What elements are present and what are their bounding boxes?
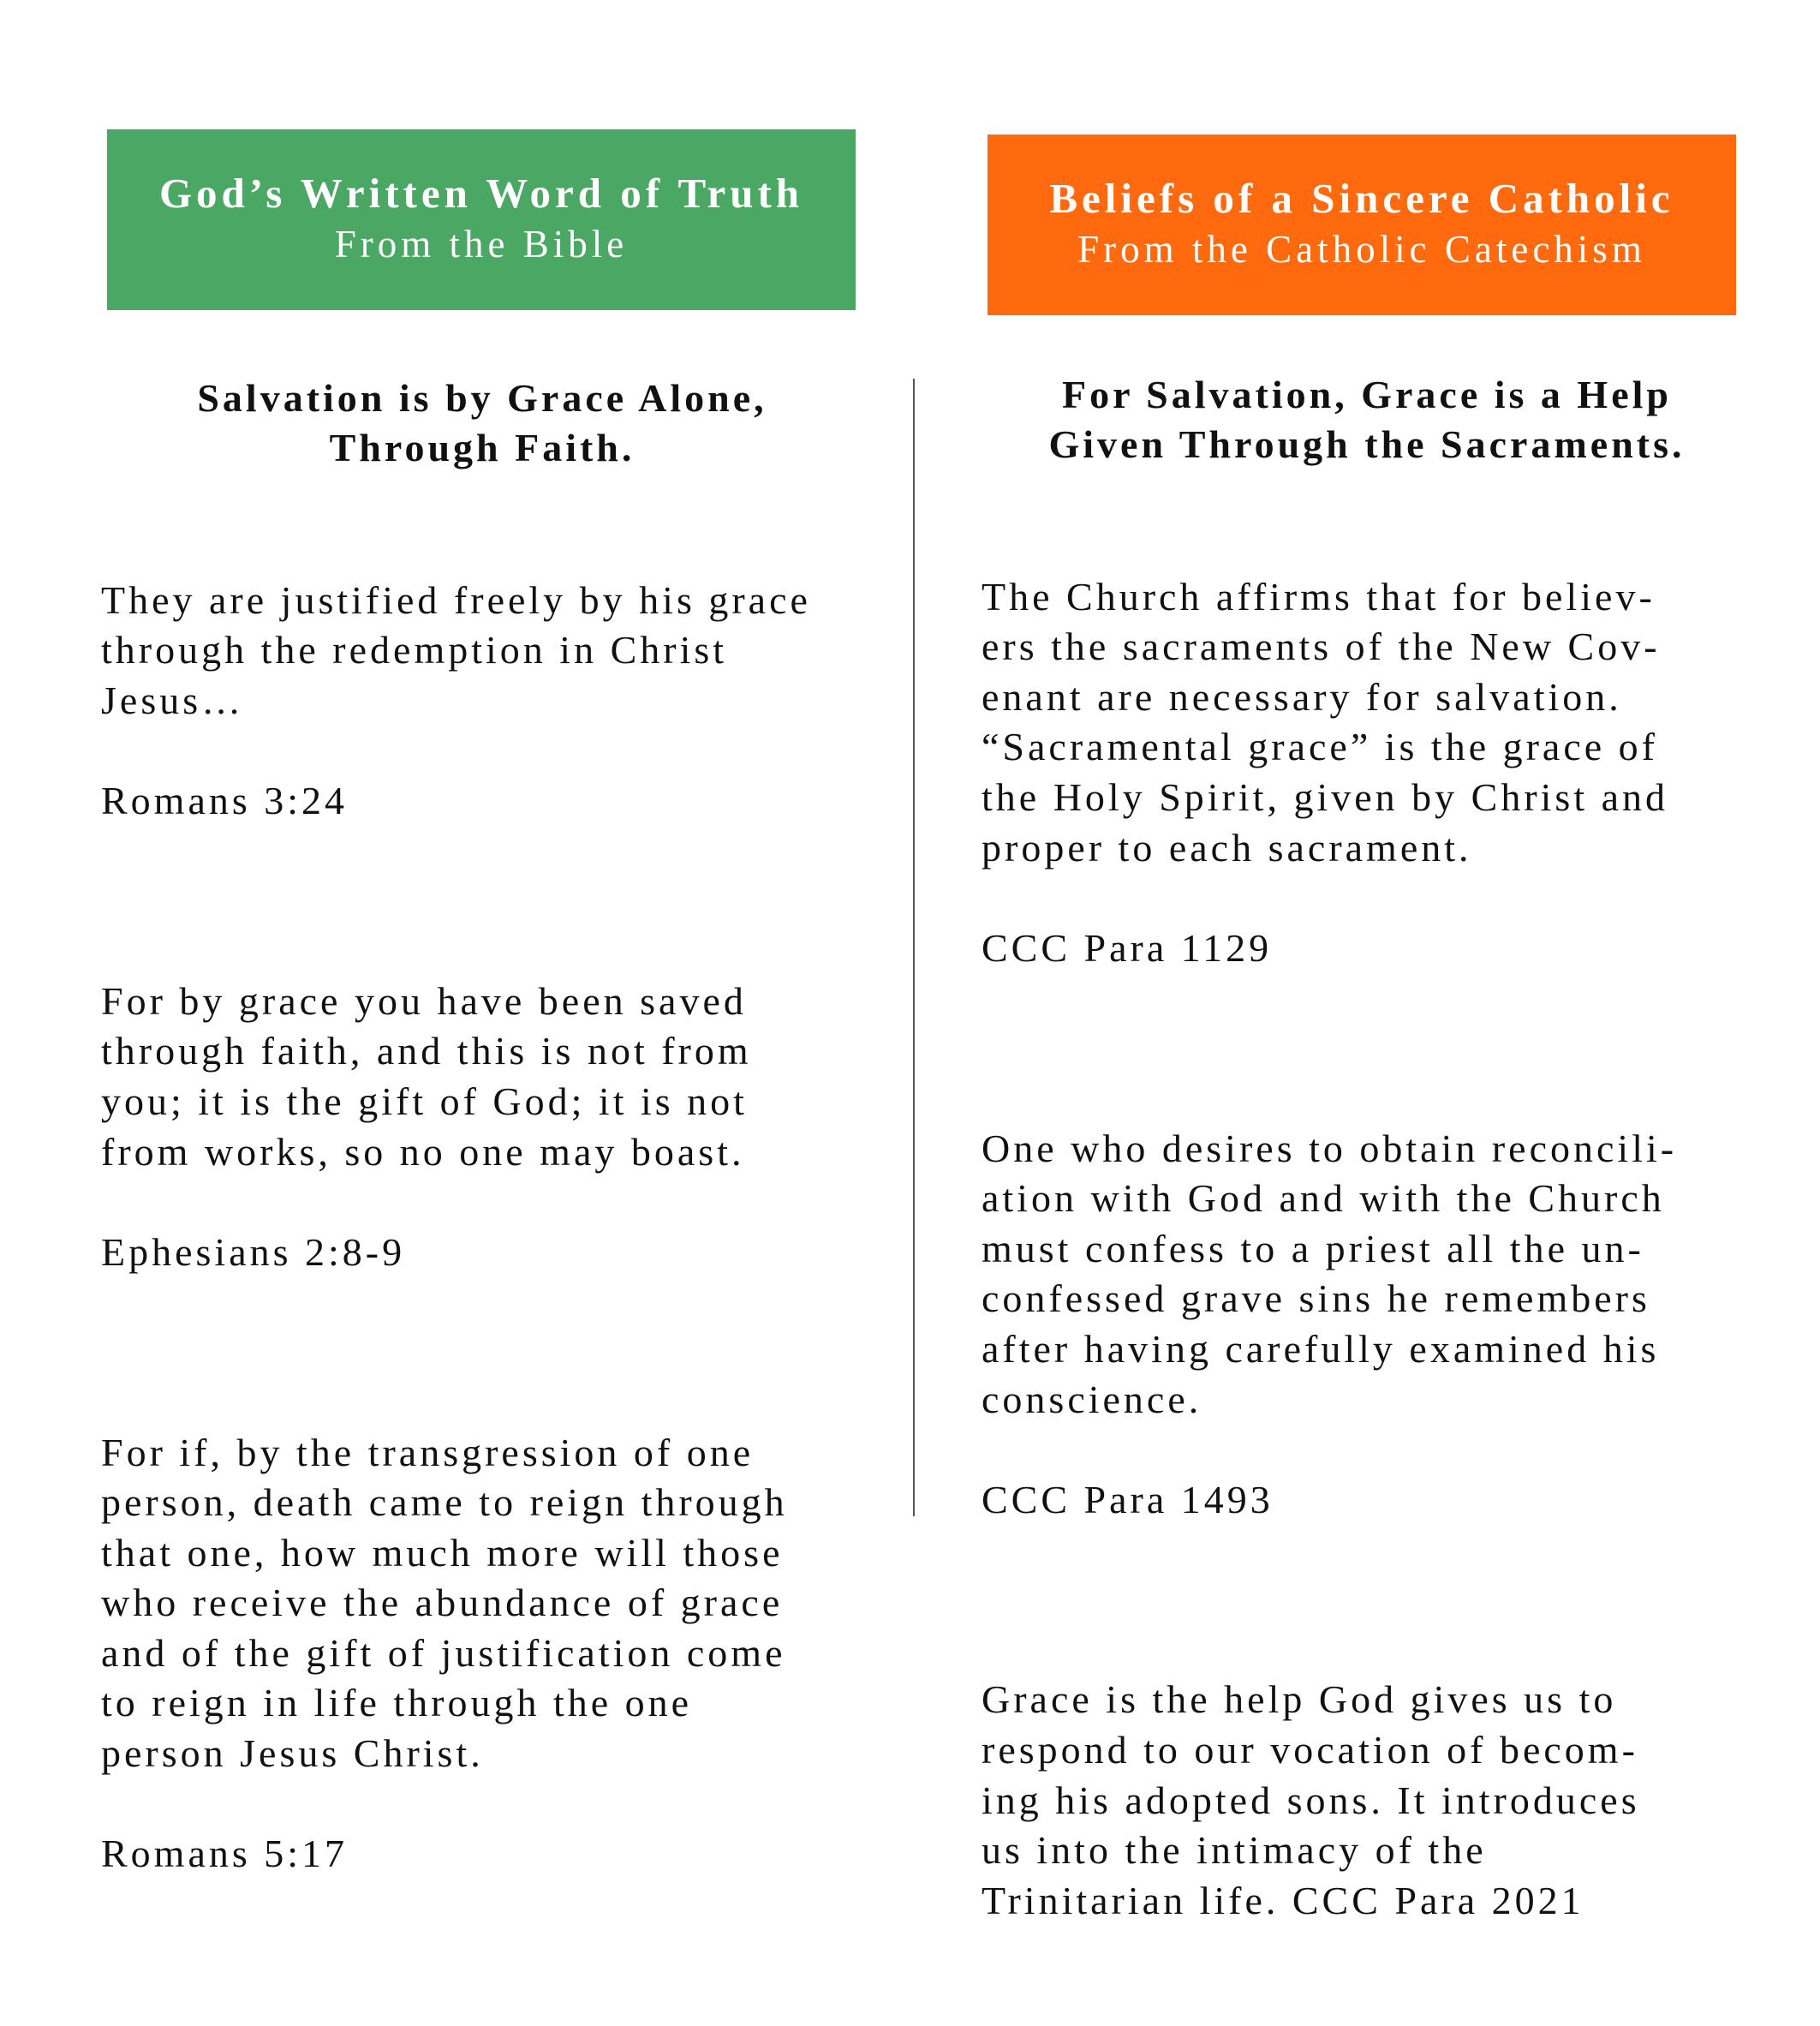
bible-column-heading: Salvation is by Grace Alone, Through Faith.	[197, 376, 767, 469]
passage-text: Grace is the help God gives us to respond to our vocation of becom- ing his adopted sons. It introduces us into the intimacy of the Trinitarian life. CCC Para 2021	[982, 1677, 1640, 1922]
catechism-passage	[982, 1625, 1752, 1976]
passage-reference: CCC Para 1493	[982, 1477, 1274, 1521]
bible-header-subtitle: From the Bible	[334, 223, 629, 266]
bible-passage	[101, 926, 863, 1328]
passage-text: For by grace you have been saved through faith, and this is not from you; it is the gift of God; it is not from works, so no one may boast.	[101, 978, 752, 1174]
catechism-header-banner	[988, 134, 1736, 315]
passage-reference: Ephesians 2:8-9	[101, 1229, 406, 1274]
catechism-column	[982, 370, 1752, 2026]
passage-text: They are justified freely by his grace through the redemption in Christ Jesus…	[101, 577, 811, 722]
passage-reference: Romans 5:17	[101, 1832, 349, 1876]
column-divider	[913, 379, 915, 1516]
bible-passage	[101, 1378, 863, 1930]
bible-header-title: God’s Written Word of Truth	[158, 170, 804, 217]
bible-column	[101, 374, 863, 1979]
passage-text: The Church affirms that for believ- ers the sacraments of the New Cov- enant are necessary for salvation. “Sacramental grace” is the grace of the Holy Spirit, given by Christ and proper to each sacrament.	[982, 574, 1669, 870]
catechism-header-subtitle: From the Catholic Catechism	[1077, 228, 1646, 271]
passage-reference: Romans 3:24	[101, 778, 349, 822]
bible-passage	[101, 525, 863, 876]
catechism-header-title: Beliefs of a Sincere Catholic	[1049, 175, 1674, 222]
bible-header-banner	[107, 129, 856, 310]
passage-text: One who desires to obtain reconcili- ation with God and with the Church must confess to a priest all the un- confessed grave sins he remembers after having carefully examined his conscience.	[982, 1126, 1678, 1421]
passage-reference: CCC Para 1129	[982, 925, 1273, 970]
catechism-column-heading: For Salvation, Grace is a Help Given Through the Sacraments.	[1048, 373, 1686, 466]
passage-text: For if, by the transgression of one person, death came to reign through that one, how much more will those who receive the abundance of grace and of the gift of justification come to reign in life through the one person Jesus Christ.	[101, 1430, 788, 1776]
catechism-passage	[982, 1073, 1752, 1575]
catechism-passage	[982, 522, 1752, 1024]
